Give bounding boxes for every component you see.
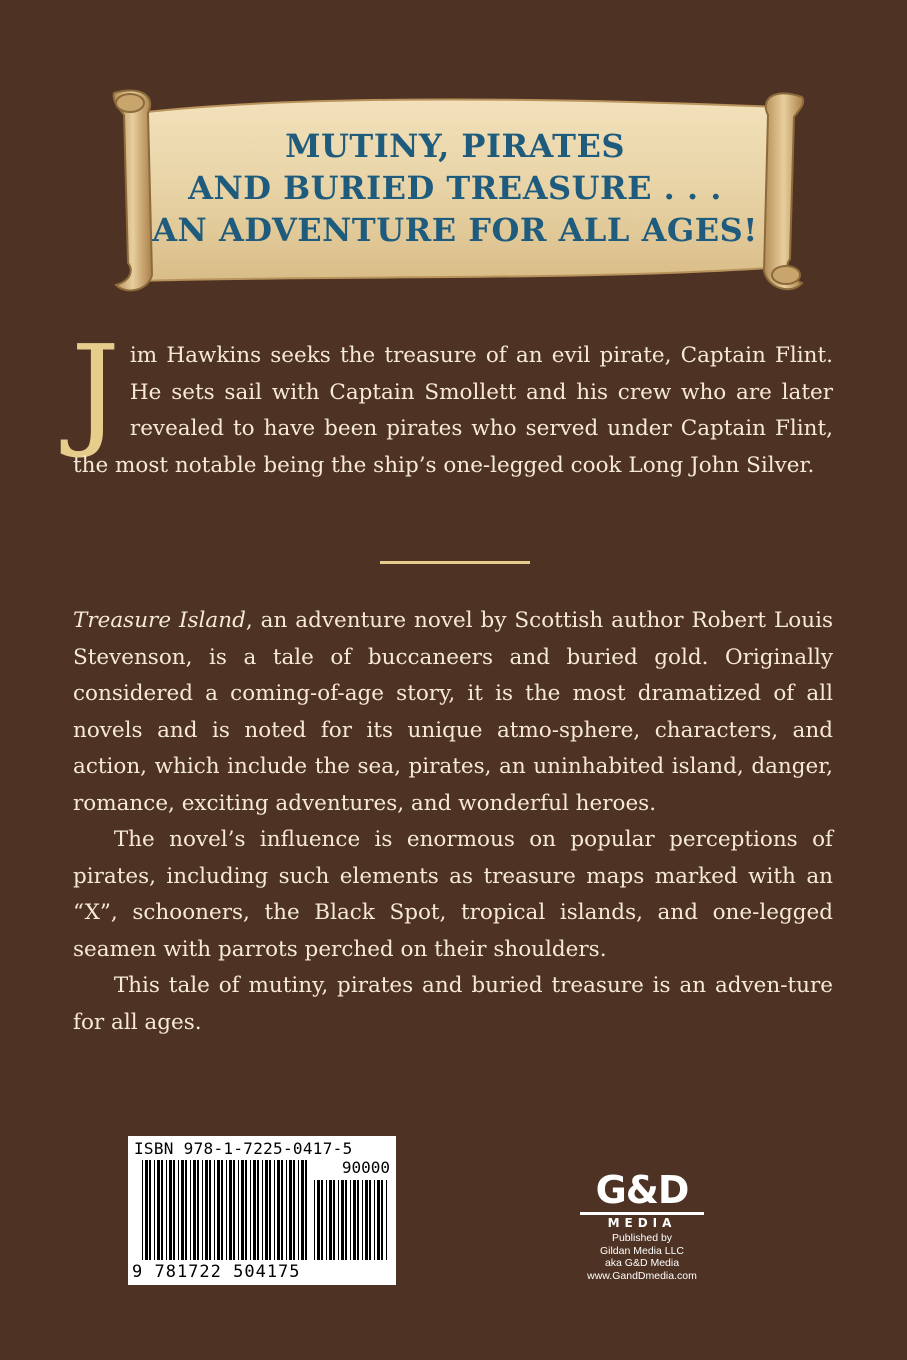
description-paragraph-2: The novel’s influence is enormous on popular perceptions of pirates, including such elements as treasure maps marked with an “X”, schooners, the Black Spot, tropical islands, and one-legged seamen with parrots perched on their shoulders. <box>73 827 833 962</box>
barcode-addon-bars <box>314 1180 390 1260</box>
description-paragraph-1-text: , an adventure novel by Scottish author Robert Louis Stevenson, is a tale of buccaneers and buried gold. Originally considered a coming-of-age story, it is the most dramatized of all novels and is noted for its unique atmo-sphere, characters, and action, which include the sea, pirates, an uninhabited island, danger, romance, exciting adventures, and wonderful heroes. <box>73 608 833 816</box>
logo-main: G&D <box>595 1168 689 1212</box>
isbn-label: ISBN 978-1-7225-0417-5 <box>134 1139 353 1158</box>
publisher-logo <box>580 1170 704 1230</box>
publisher-line-1: Published by <box>611 1232 673 1244</box>
publisher-line-4: www.GandDmedia.com <box>587 1269 697 1282</box>
book-title: Treasure Island <box>73 608 246 633</box>
description-paragraph-1 <box>73 603 833 822</box>
logo-sub: MEDIA <box>580 1212 704 1230</box>
banner-line-3: AN ADVENTURE FOR ALL AGES! <box>152 211 758 249</box>
price-code: 90000 <box>341 1158 390 1177</box>
banner-line-1: MUTINY, PIRATES <box>285 127 625 165</box>
intro-text: im Hawkins seeks the treasure of an evil pirate, Captain Flint. He sets sail with Captain Smollett and his crew who are later revealed to have been pirates who served under Captain Flint, the most notable being the ship’s one-legged cook Long John Silver. <box>73 343 833 478</box>
barcode-bars <box>142 1160 308 1260</box>
intro-paragraph <box>71 319 833 484</box>
divider-rule <box>380 561 530 564</box>
publisher-line-2: Gildan Media LLC <box>599 1244 685 1257</box>
banner-headline <box>110 125 800 251</box>
description <box>73 603 833 1041</box>
description-paragraph-3: This tale of mutiny, pirates and buried treasure is an adven-ture for all ages. <box>73 973 833 1035</box>
drop-cap: J <box>71 319 120 461</box>
publisher-info <box>560 1232 724 1282</box>
barcode <box>128 1136 396 1285</box>
publisher-line-3: aka G&D Media <box>604 1257 680 1269</box>
isbn-digits: 9 781722 504175 <box>132 1262 301 1282</box>
banner-line-2: AND BURIED TREASURE . . . <box>188 169 722 207</box>
